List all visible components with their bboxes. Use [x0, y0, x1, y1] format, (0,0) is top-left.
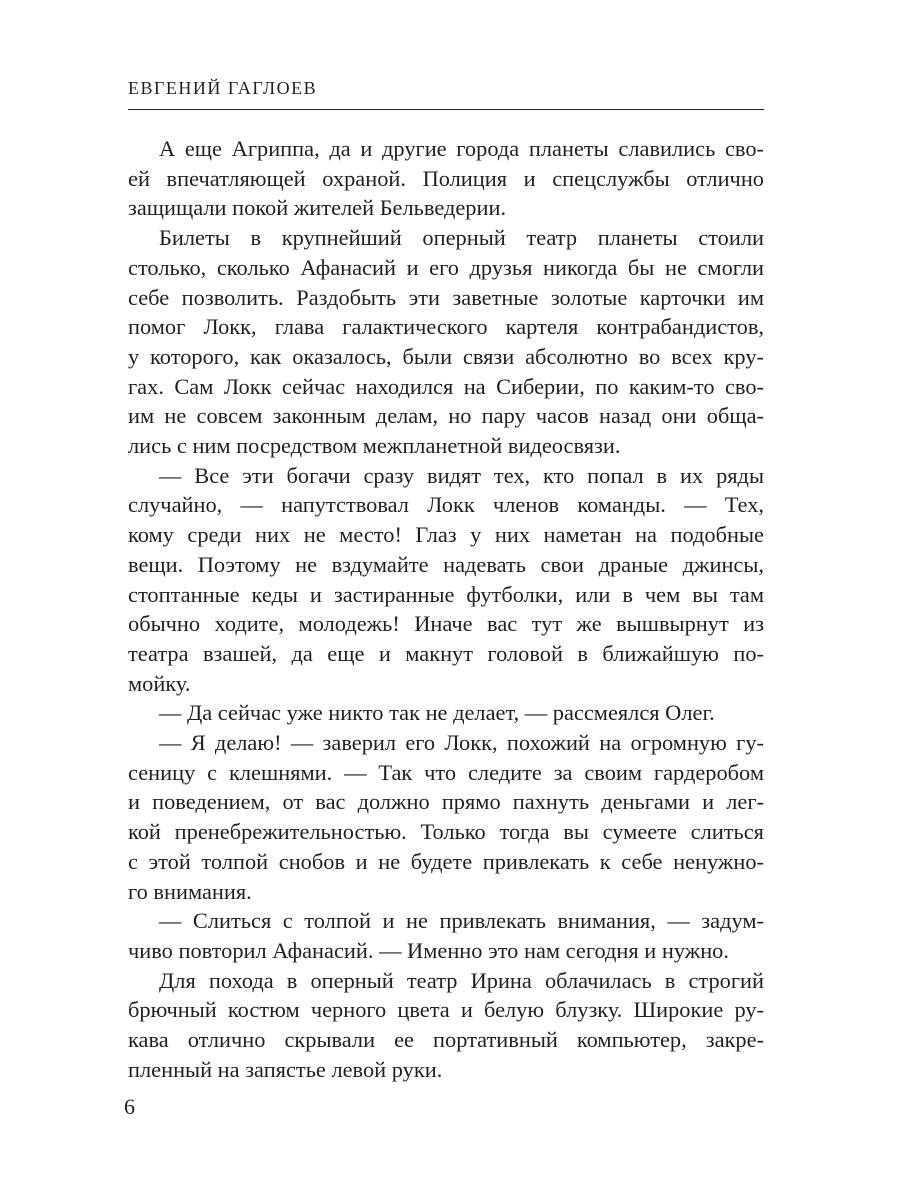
- text-line: стоптанные кеды и застиранные футболки, или в чем вы там: [128, 581, 764, 607]
- text-line: случайно, — напутствовал Локк членов команды. — Тех,: [128, 492, 764, 518]
- paragraph: [128, 461, 764, 699]
- page-number: 6: [124, 1094, 135, 1119]
- text-line: защищали покой жителей Бельведерии.: [128, 195, 507, 221]
- text-line: кой пренебрежительностью. Только тогда вы сумеете слиться: [128, 819, 764, 845]
- text-line: лись с ним посредством межпланетной видеосвязи.: [128, 433, 621, 459]
- text-line: себе позволить. Раздобыть эти заветные золотые карточки им: [128, 284, 764, 310]
- text-line: помог Локк, глава галактического картеля контрабандистов,: [128, 314, 764, 340]
- text-line: ей впечатляющей охраной. Полиция и спецслужбы отлично: [128, 165, 764, 191]
- text-line: — Я делаю! — заверил его Локк, похожий на огромную гу-: [159, 730, 764, 756]
- running-head: ЕВГЕНИЙ ГАГЛОЕВ: [128, 78, 318, 98]
- text-line: — Да сейчас уже никто так не делает, — рассмеялся Олег.: [159, 700, 715, 726]
- text-line: — Все эти богачи сразу видят тех, кто попал в их ряды: [159, 462, 764, 488]
- text-line: вещи. Поэтому не вздумайте надевать свои драные джинсы,: [128, 551, 764, 577]
- text-line: Для похода в оперный театр Ирина облачилась в строгий: [159, 967, 764, 993]
- text-line: сеницу с клешнями. — Так что следите за своим гардеробом: [128, 759, 764, 785]
- text-line: театра взашей, да еще и макнут головой в ближайшую по-: [128, 640, 764, 666]
- text-line: мойку.: [128, 670, 191, 696]
- text-line: го внимания.: [128, 878, 252, 904]
- paragraph: [128, 698, 764, 728]
- text-line: Билеты в крупнейший оперный театр планеты стоили: [159, 225, 764, 251]
- text-line: кава отлично скрывали ее портативный компьютер, закре-: [128, 1027, 764, 1053]
- paragraph: [128, 728, 764, 906]
- header-rule: [128, 109, 764, 110]
- text-line: обычно ходите, молодежь! Иначе вас тут же вышвырнут из: [128, 611, 764, 637]
- paragraph: [128, 223, 764, 461]
- text-line: пленный на запястье левой руки.: [128, 1056, 443, 1082]
- text-line: брючный костюм черного цвета и белую блузку. Широкие ру-: [128, 997, 764, 1023]
- text-line: и поведением, от вас должно прямо пахнуть деньгами и лег-: [128, 789, 764, 815]
- text-line: с этой толпой снобов и не будете привлекать к себе ненужно-: [128, 848, 764, 874]
- text-line: А еще Агриппа, да и другие города планеты славились сво-: [159, 136, 764, 161]
- text-line: гах. Сам Локк сейчас находился на Сиберии, по каким-то сво-: [128, 373, 764, 399]
- text-line: им не совсем законным делам, но пару часов назад они обща-: [128, 403, 764, 429]
- text-line: кому среди них не место! Глаз у них наметан на подобные: [128, 522, 764, 548]
- text-line: чиво повторил Афанасий. — Именно это нам сегодня и нужно.: [128, 937, 729, 963]
- paragraph: [128, 906, 764, 965]
- paragraph: [128, 966, 764, 1085]
- text-line: столько, сколько Афанасий и его друзья никогда бы не смогли: [128, 254, 764, 280]
- body-text: [128, 134, 764, 1085]
- text-line: — Слиться с толпой и не привлекать внимания, — задум-: [159, 908, 764, 934]
- text-line: у которого, как оказалось, были связи абсолютно во всех кру-: [128, 343, 764, 369]
- paragraph: [128, 134, 764, 223]
